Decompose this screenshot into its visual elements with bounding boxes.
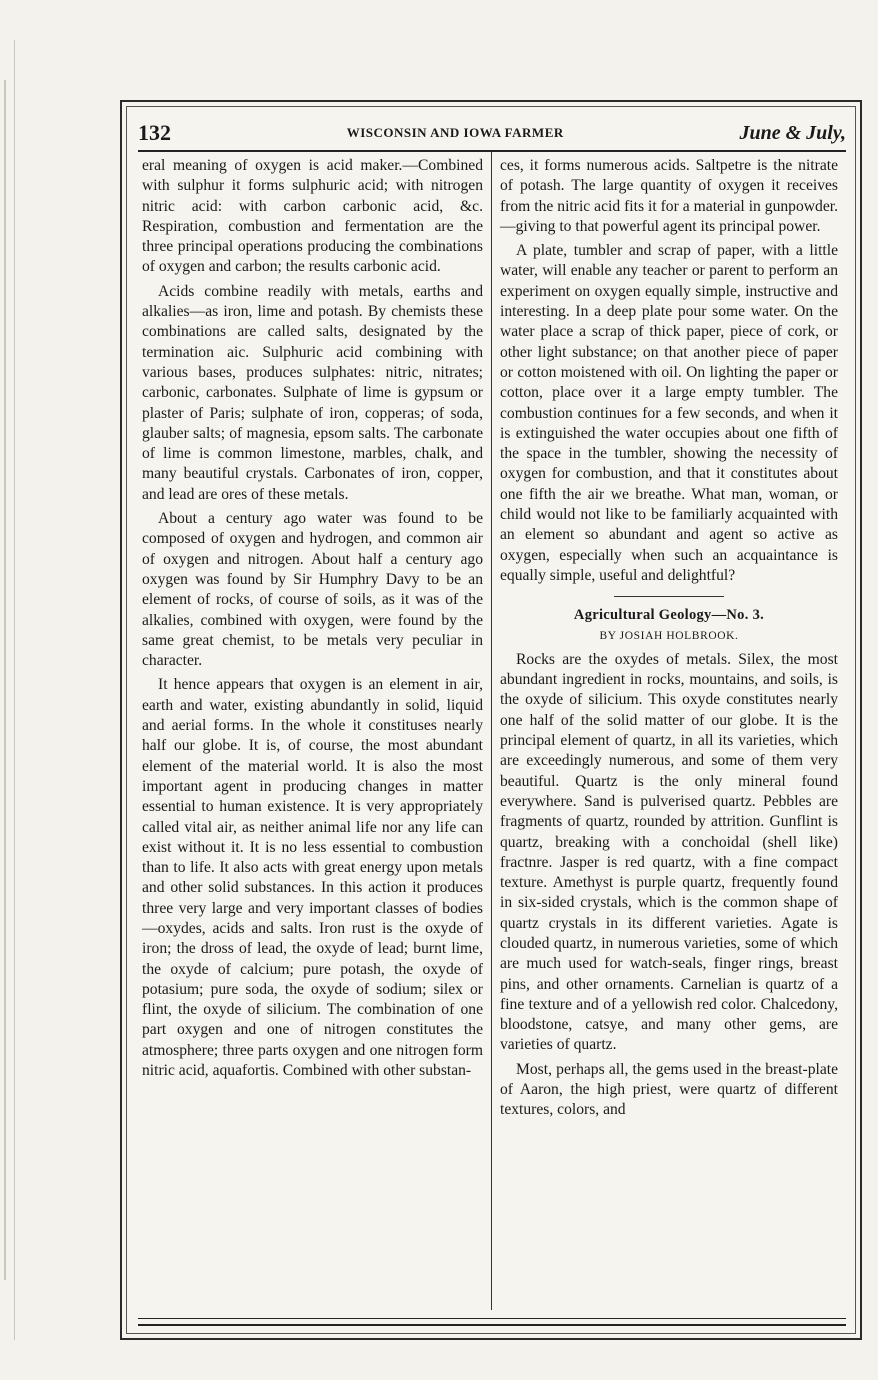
paragraph: Most, perhaps all, the gems used in the breast-plate of Aaron, the high priest, were quartz of different textures, colors, and — [500, 1060, 838, 1119]
journal-title: WISCONSIN AND IOWA FARMER — [346, 125, 564, 140]
paragraph: A plate, tumbler and scrap of paper, with a little water, will enable any teacher or parent to perform an experiment on oxygen equally simple, instructive and interesting. In a deep plate pour some water. On the water place a scrap of thick paper, piece of cork, or other light substance; on that another piece of paper or cotton moistened with oil. On lighting the paper or cotton, place over it a large empty tumbler. The combustion continues for a few seconds, and when it is extinguished the water occupies about one fifth of the space in the tumbler, showing the necessity of oxygen for combustion, and that it constitutes about one fifth the air we breathe. What man, woman, or child would not like to be familiarly acquainted with an element so abundant and agent so active as oxygen, especially when such an acquaintance is equally simple, useful and delightful? — [500, 242, 838, 584]
right-column — [492, 152, 846, 1310]
newspaper-page — [120, 100, 862, 1340]
article-heading: Agricultural Geology—No. 3. — [573, 607, 765, 624]
page-number: 132 — [138, 120, 171, 145]
issue-date: June & July, — [739, 121, 846, 144]
text-columns — [138, 152, 846, 1310]
paragraph: It hence appears that oxygen is an element in air, earth and water, existing abundantly in solid, liquid and aerial forms. In the whole it constituses nearly half our globe. It is, of course, the most abundant element of the material world. It is also the most important agent in producing changes in matter essential to human existence. It is very appropriately called vital air, as neither animal life nor any life can exist without it. It is no less essential to combustion than to life. It also acts with great energy upon metals and other solid substances. In this action it produces three very large and very important classes of bodies—oxydes, acids and salts. Iron rust is the oxyde of iron; the dross of lead, the oxyde of lead; burnt lime, the oxyde of calcium; pure potash, the oxyde of potasium; pure soda, the oxyde of sodium; silex or flint, the oxyde of silicium. The combination of one part oxygen and one of nitrogen constitutes the atmosphere; three parts oxygen and one nitrogen form nitric acid, aquafortis. Combined with other substan- — [142, 676, 483, 1080]
section-divider — [614, 596, 724, 597]
left-column — [138, 152, 492, 1310]
paragraph: ces, it forms numerous acids. Saltpetre is the nitrate of potash. The large quantity of oxygen it receives from the nitric acid fits it for a material in gunpowder.—giving to that powerful agent its principal power. — [500, 157, 838, 235]
paragraph: Acids combine readily with metals, earths and alkalies—as iron, lime and potash. By chemists these combinations are called salts, designated by the termination aic. Sulphuric acid combining with various bases, produces sulphates: nitric, nitrates; carbonic, carbonates. Sulphate of lime is gypsum or plaster of Paris; sulphate of iron, copperas; of soda, glauber salts; of magnesia, epsom salts. The carbonate of lime is common limestone, marbles, chalk, and many beautiful crystals. Carbonates of iron, copper, and lead are ores of these metals. — [142, 282, 483, 503]
paragraph: About a century ago water was found to be composed of oxygen and hydrogen, and common air of oxygen and nitrogen. About half a century ago oxygen was found by Sir Humphry Davy to be an element of rocks, of course of soils, as it was of the alkalies, combined with oxygen, were found by the same great chemist, to be metals very peculiar in character. — [142, 510, 483, 670]
page-header — [138, 116, 846, 152]
footer-rule — [138, 1318, 846, 1326]
scan-edge-mark — [4, 80, 6, 1280]
scan-edge-mark — [14, 40, 15, 1340]
article-byline: BY JOSIAH HOLBROOK. — [599, 629, 739, 642]
paragraph: Rocks are the oxydes of metals. Silex, the most abundant ingredient in rocks, mountains, and soils, is the oxyde of silicium. This oxyde constitutes nearly one half of the solid matter of our globe. It is the principal element of quartz, in all its varieties, which are exceedingly numerous, and some of them very beautiful. Quartz is the only mineral found everywhere. Sand is pulverised quartz. Pebbles are fragments of quartz, rounded by attrition. Gunflint is quartz, breaking with a conchoidal (shell like) fractnre. Jasper is red quartz, with a fine compact texture. Amethyst is purple quartz, frequently found in six-sided crystals, which is the common shape of quartz crystals in its different varieties. Agate is clouded quartz, in numerous varieties, some of which are much used for watch-seals, finger rings, breast pins, and other ornaments. Carnelian is quartz of a fine texture and of a yellowish red color. Chalcedony, bloodstone, catsye, and many other gems, are varieties of quartz. — [500, 650, 838, 1054]
paragraph: eral meaning of oxygen is acid maker.—Combined with sulphur it forms sulphuric acid; with nitrogen nitric acid: with carbon carbonic acid, &c. Respiration, combustion and fermentation are the three principal operations producing the combinations of oxygen and carbon; the results carbonic acid. — [142, 157, 483, 276]
